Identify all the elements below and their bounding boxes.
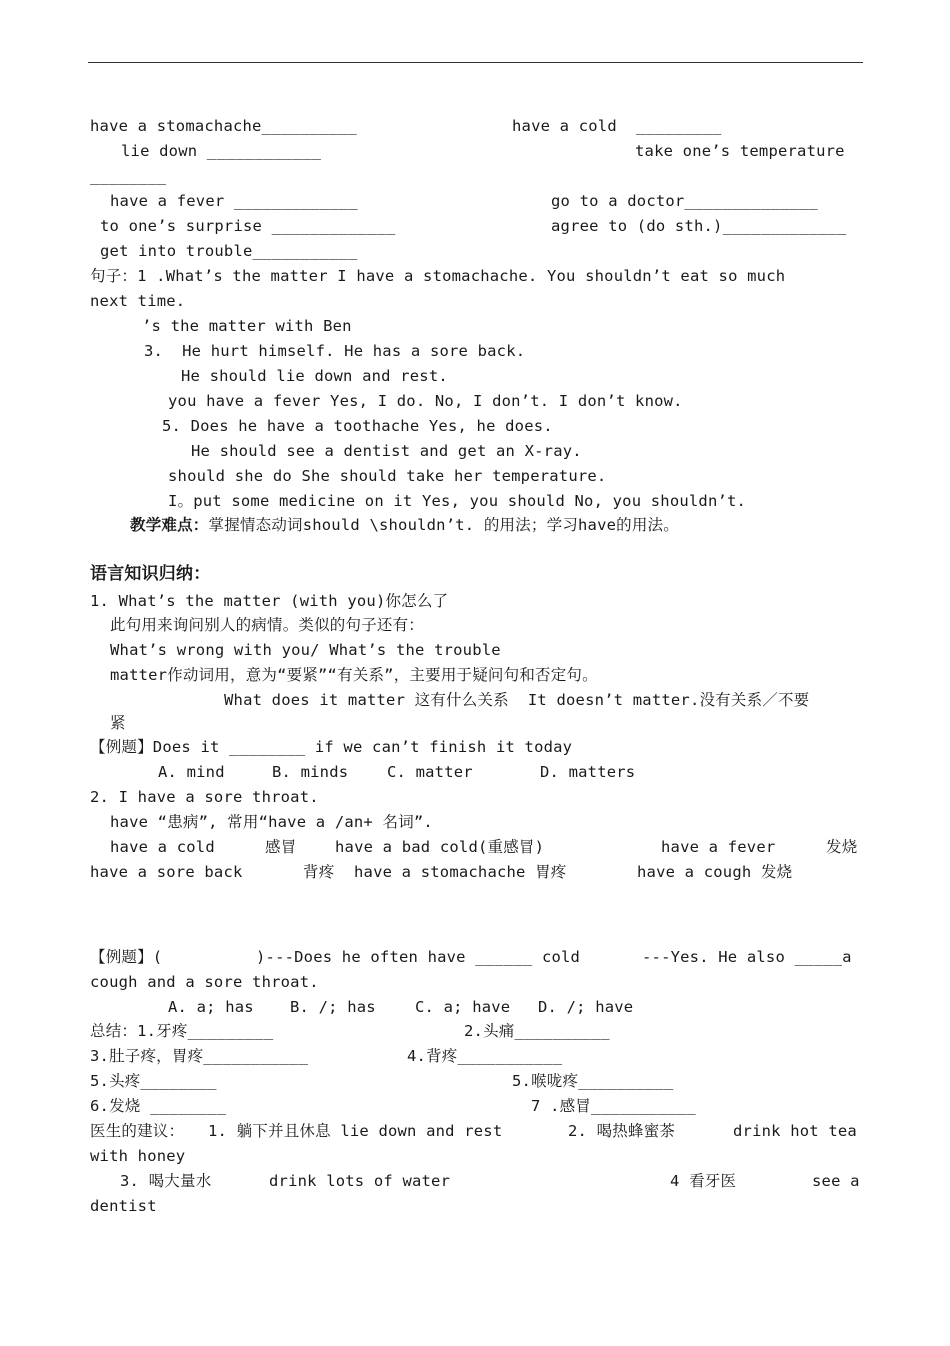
advice-label: 医生的建议：: [90, 1122, 185, 1140]
point-1-line-3: matter作动词用，意为“要紧”“有关系”，主要用于疑问句和否定句。: [110, 666, 598, 684]
advice-2: 2. 喝热蜂蜜茶: [568, 1122, 676, 1140]
phrase-stomachache: have a stomachache 胃疼: [354, 863, 567, 881]
example-1-option-a: A. mind: [158, 763, 225, 781]
example-2-line-2: cough and a sore throat.: [90, 973, 319, 991]
phrase-cough: have a cough 发烧: [637, 863, 793, 881]
phrase-bad-cold: have a bad cold(重感冒): [335, 838, 545, 856]
advice-3-english: drink lots of water: [269, 1172, 451, 1190]
advice-4-cont: dentist: [90, 1197, 157, 1215]
advice-2-english: drink hot tea: [733, 1122, 857, 1140]
vocab-temperature: take one’s temperature: [635, 142, 845, 160]
advice-1: 1. 躺下并且休息 lie down and rest: [208, 1122, 503, 1140]
summary-3: 3.肚子疼，胃疼___________: [90, 1047, 309, 1065]
vocab-cold: have a cold _________: [512, 117, 722, 135]
vocab-stomachache: have a stomachache__________: [90, 117, 357, 135]
example-2-option-d: D. /; have: [538, 998, 634, 1016]
sentence-4: you have a fever Yes, I do. No, I don’t. I don’t know.: [168, 392, 683, 410]
difficulty-text: 掌握情态动词should \shouldn’t. 的用法；学习have的用法。: [208, 516, 679, 534]
advice-4-english: see a: [812, 1172, 860, 1190]
summary-5: 5.头疼________: [90, 1072, 217, 1090]
summary-2: 2.头痛__________: [464, 1022, 610, 1040]
difficulty-label: 教学难点：: [130, 516, 209, 534]
example-2-answer: ---Yes. He also _____a: [642, 948, 852, 966]
vocab-lie-down: lie down ____________: [121, 142, 322, 160]
sentence-5-answer: He should see a dentist and get an X-ray.: [191, 442, 582, 460]
sentence-6: should she do She should take her temperature.: [168, 467, 607, 485]
point-1-line-1: 此句用来询问别人的病情。类似的句子还有：: [110, 616, 425, 634]
point-1-title: 1. What’s the matter (with you)你怎么了: [90, 592, 449, 610]
point-1-line-5: 紧: [110, 714, 126, 732]
point-1-line-4: What does it matter 这有什么关系 It doesn’t matter.没有关系／不要: [224, 691, 810, 709]
section-heading: 语言知识归纳：: [90, 564, 211, 584]
sentence-3: 3. He hurt himself. He has a sore back.: [144, 342, 526, 360]
teaching-difficulty: [130, 515, 679, 535]
phrase-sore-back-meaning: 背疼: [303, 863, 335, 881]
advice-3: 3. 喝大量水: [120, 1172, 212, 1190]
sentence-1-cont: next time.: [90, 292, 186, 310]
summary-1: 总结：1.牙疼_________: [90, 1022, 274, 1040]
sentence-5: 5. Does he have a toothache Yes, he does.: [162, 417, 553, 435]
sentence-1: 句子：1 .What’s the matter I have a stomachache. You shouldn’t eat so much: [90, 267, 786, 285]
header-rule: [88, 62, 863, 63]
vocab-surprise: to one’s surprise _____________: [100, 217, 396, 235]
vocab-temperature-blank: ________: [90, 167, 167, 185]
sentence-7: I。put some medicine on it Yes, you should No, you shouldn’t.: [168, 492, 747, 510]
example-2-question: )---Does he often have ______ cold: [256, 948, 581, 966]
sentence-2: ’s the matter with Ben: [142, 317, 352, 335]
example-1-question: 【例题】Does it ________ if we can’t finish it today: [90, 738, 573, 756]
vocab-doctor: go to a doctor______________: [551, 192, 818, 210]
phrase-have-a-fever: have a fever: [661, 838, 776, 856]
example-2-option-c: C. a; have: [415, 998, 511, 1016]
vocab-trouble: get into trouble___________: [100, 242, 358, 260]
summary-4: 4.背疼___________: [407, 1047, 563, 1065]
point-2-line-1: have “患病”, 常用“have a /an+ 名词”.: [110, 813, 433, 831]
point-2-title: 2. I have a sore throat.: [90, 788, 319, 806]
summary-5b: 5.喉咙疼__________: [512, 1072, 674, 1090]
example-1-option-c: C. matter: [387, 763, 473, 781]
example-2-option-a: A. a; has: [168, 998, 254, 1016]
summary-7: 7 .感冒___________: [531, 1097, 696, 1115]
advice-4: 4 看牙医: [670, 1172, 737, 1190]
example-2-label: 【例题】(: [90, 948, 163, 966]
phrase-fever-meaning: 发烧: [826, 838, 858, 856]
example-1-option-b: B. minds: [272, 763, 349, 781]
summary-6: 6.发烧 ________: [90, 1097, 227, 1115]
phrase-sore-back: have a sore back: [90, 863, 243, 881]
phrase-have-a-cold: have a cold: [110, 838, 215, 856]
phrase-cold-meaning: 感冒: [265, 838, 297, 856]
example-2-option-b: B. /; has: [290, 998, 376, 1016]
example-1-option-d: D. matters: [540, 763, 636, 781]
vocab-agree: agree to (do sth.)_____________: [551, 217, 847, 235]
vocab-fever: have a fever _____________: [110, 192, 358, 210]
point-1-line-2: What’s wrong with you/ What’s the trouble: [110, 641, 501, 659]
advice-2-cont: with honey: [90, 1147, 186, 1165]
sentence-3-answer: He should lie down and rest.: [181, 367, 448, 385]
